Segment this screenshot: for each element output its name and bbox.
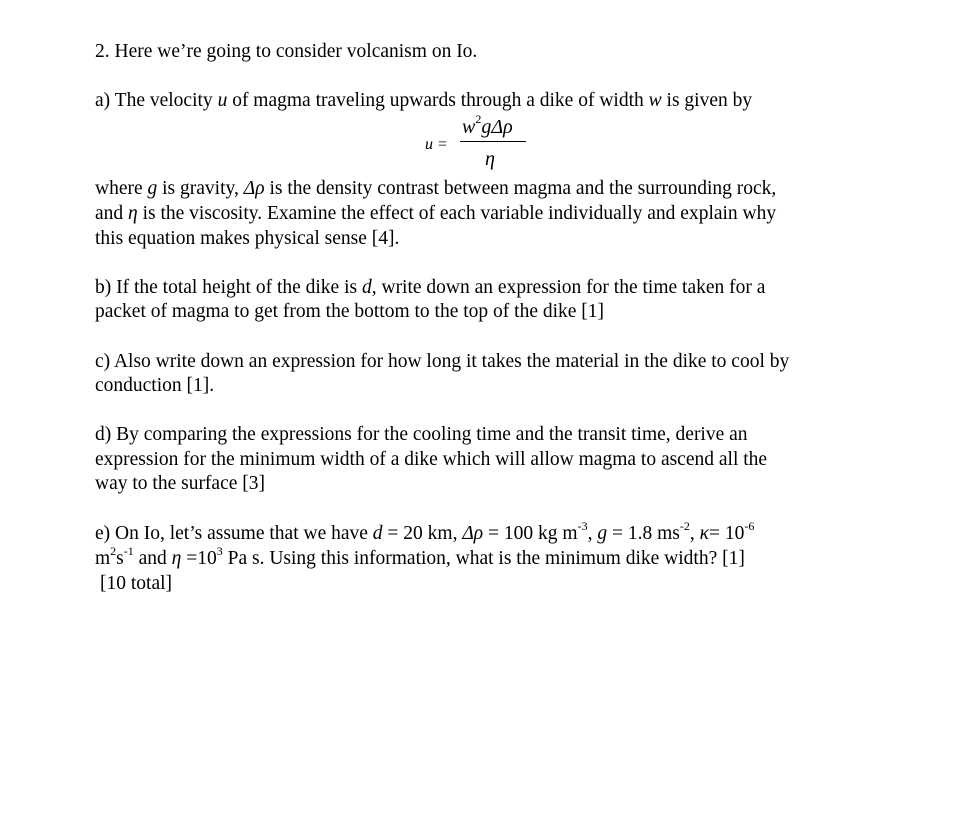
equation-fraction-bar bbox=[460, 141, 526, 142]
part-a-line-3: and η is the viscosity. Examine the effect of each variable individually and explain why bbox=[95, 203, 777, 224]
part-e-line-1: e) On Io, let’s assume that we have d = 20 km, Δρ = 100 kg $m^{-3}$, g = 1.8 $ms^{-2}$, $\kappa= 10^{-6}$ bbox=[95, 518, 755, 544]
part-a-line-1: a) The velocity u of magma traveling upwards through a dike of width w is given by bbox=[95, 90, 753, 111]
part-c-line-1: c) Also write down an expression for how long it takes the material in the dike to cool by bbox=[95, 351, 790, 372]
part-c-line-2: conduction [1]. bbox=[95, 375, 215, 396]
part-b-line-2: packet of magma to get from the bottom to the top of the dike [1] bbox=[95, 301, 605, 322]
part-e-line-2: $m^2s^{-1}$ and $\eta =10^3$ Pa s. Using this information, what is the minimum dike width? [1] bbox=[95, 543, 745, 569]
total-marks: [10 total] bbox=[100, 573, 173, 594]
part-d-line-2: expression for the minimum width of a dike which will allow magma to ascend all the bbox=[95, 449, 768, 470]
part-d-line-3: way to the surface [3] bbox=[95, 473, 266, 494]
part-b-line-1: b) If the total height of the dike is d, write down an expression for the time taken for a bbox=[95, 277, 766, 298]
equation-lhs: u = bbox=[425, 136, 448, 153]
part-a-line-4: this equation makes physical sense [4]. bbox=[95, 228, 400, 249]
part-a-line-2: where g is gravity, Δρ is the density contrast between magma and the surrounding rock, bbox=[95, 178, 777, 199]
equation-denominator: η bbox=[485, 148, 495, 170]
equation-numerator: $w^2g\Delta\rho$ bbox=[462, 112, 513, 138]
question-title: 2. Here we’re going to consider volcanism on Io. bbox=[95, 41, 478, 62]
part-d-line-1: d) By comparing the expressions for the cooling time and the transit time, derive an bbox=[95, 424, 748, 445]
